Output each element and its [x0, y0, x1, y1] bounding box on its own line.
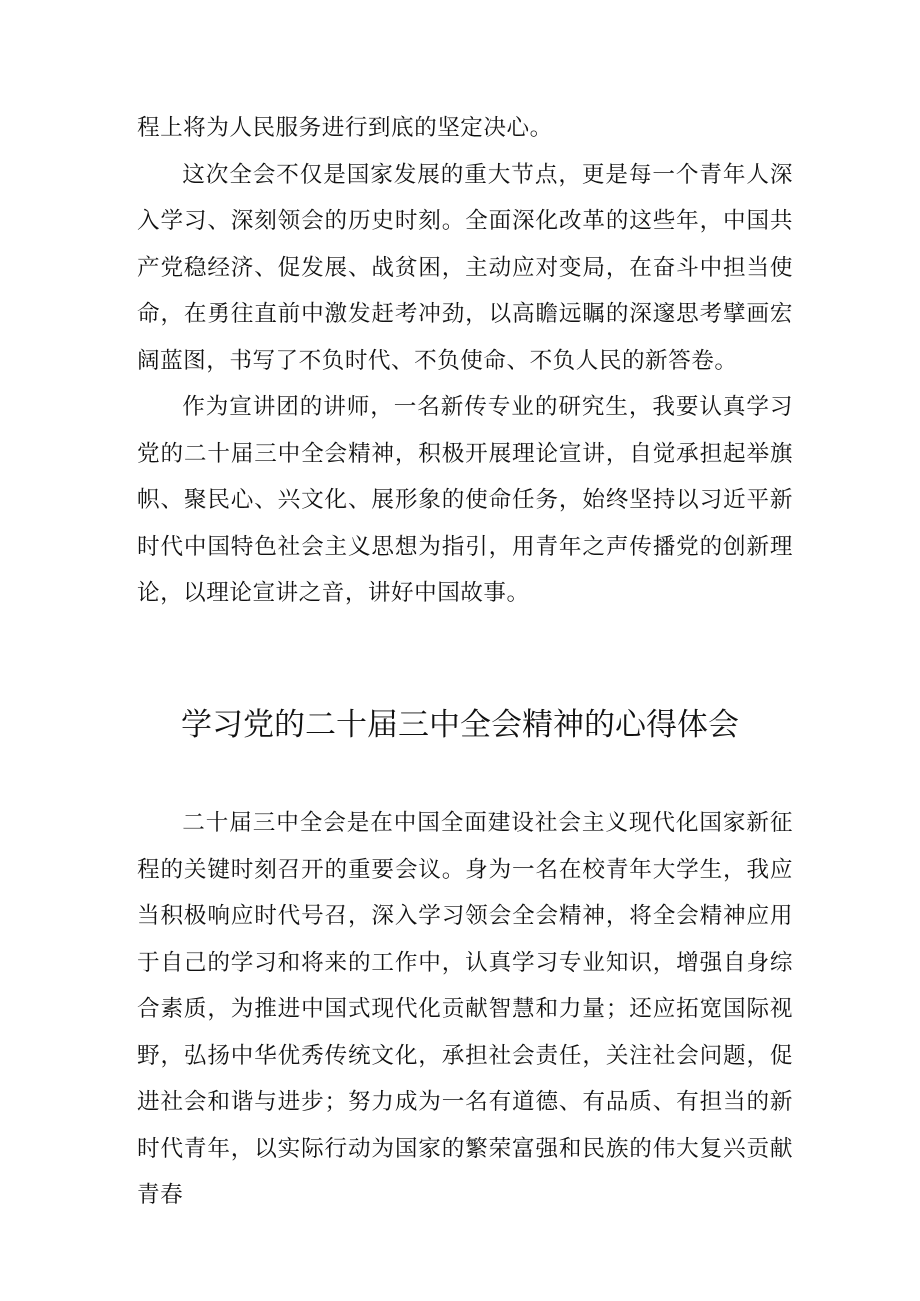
top-text-section	[137, 105, 793, 617]
paragraph-continuation: 程上将为人民服务进行到底的坚定决心。	[137, 115, 553, 141]
bottom-text-section	[137, 800, 793, 1219]
paragraph-student-reflection: 二十届三中全会是在中国全面建设社会主义现代化国家新征程的关键时刻召开的重要会议。身为一名在校青年大学生，我应当积极响应时代号召，深入学习领会全会精神，将全会精神应用于自己的学习和将来的工作中，认真学习专业知识，增强自身综合素质，为推进中国式现代化贡献智慧和力量；还应拓宽国际视野，弘扬中华优秀传统文化，承担社会责任，关注社会问题，促进社会和谐与进步；努力成为一名有道德、有品质、有担当的新时代青年，以实际行动为国家的繁荣富强和民族的伟大复兴贡献青春	[137, 810, 793, 1208]
paragraph-plenary-significance: 这次全会不仅是国家发展的重大节点，更是每一个青年人深入学习、深刻领会的历史时刻。全面深化改革的这些年，中国共产党稳经济、促发展、战贫困，主动应对变局，在奋斗中担当使命，在勇往直前中激发赶考冲劲，以高瞻远瞩的深邃思考擘画宏阔蓝图，书写了不负时代、不负使命、不负人民的新答卷。	[137, 161, 793, 374]
article-title: 学习党的二十届三中全会精神的心得体会	[181, 707, 739, 743]
paragraph-lecturer-role: 作为宣讲团的讲师，一名新传专业的研究生，我要认真学习党的二十届三中全会精神，积极开展理论宣讲，自觉承担起举旗帜、聚民心、兴文化、展形象的使命任务，始终坚持以习近平新时代中国特色社会主义思想为指引，用青年之声传播党的创新理论，以理论宣讲之音，讲好中国故事。	[137, 394, 793, 606]
